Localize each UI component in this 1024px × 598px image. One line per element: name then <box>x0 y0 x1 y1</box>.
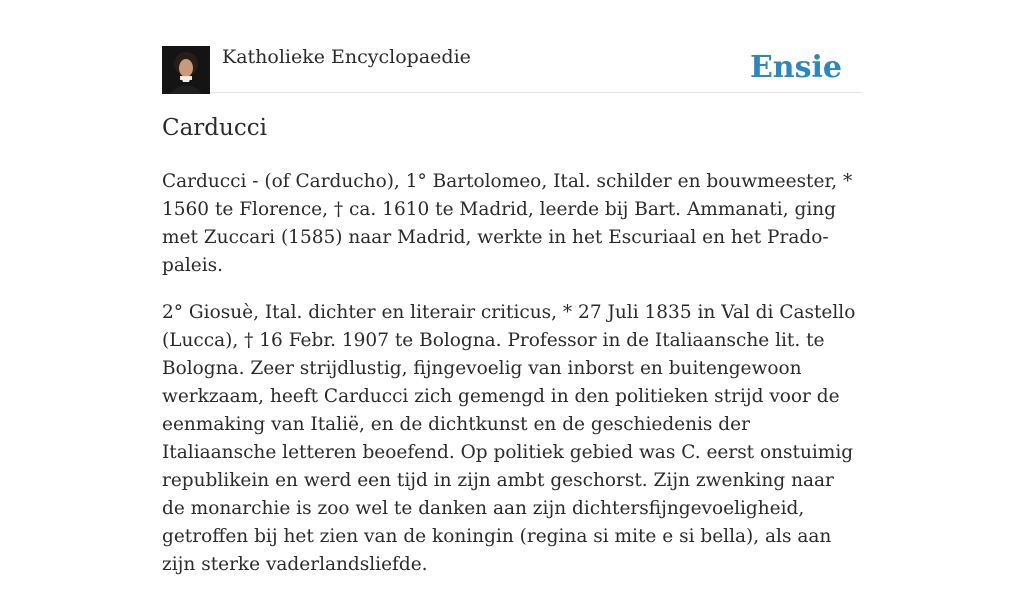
article-body <box>162 168 862 598</box>
site-name[interactable]: Katholieke Encyclopaedie <box>222 46 471 68</box>
site-header <box>162 46 862 93</box>
portrait-avatar-icon[interactable] <box>162 46 210 94</box>
article-paragraph: Carducci - (of Carducho), 1° Bartolomeo, Ital. schilder en bouwmeester, * 1560 te Florence, † ca. 1610 te Madrid, leerde bij Bart. Ammanati, ging met Zuccari (1585) naar Madrid, werkte in het Escuriaal en het Prado-paleis. <box>162 171 853 276</box>
brand-logo-link[interactable]: Ensie <box>749 50 842 85</box>
article-paragraph: 2° Giosuè, Ital. dichter en literair criticus, * 27 Juli 1835 in Val di Castello (Lucca), † 16 Febr. 1907 te Bologna. Professor in de Italiaansche lit. te Bologna. Zeer strijdlustig, fijngevoelig van inborst en buitengewoon werkzaam, heeft Carducci zich gemengd in den politieken strijd voor de eenmaking van Italië, en de dichtkunst en de geschiedenis der Italiaansche letteren beoefend. Op politiek gebied was C. eerst onstuimig republikein en werd een tijd in zijn ambt geschorst. Zijn zwenking naar de monarchie is zoo wel te danken aan zijn dichtersfijngevoeligheid, getroffen bij het zien van de koningin (regina si mite e si bella), als aan zijn sterke vaderlandsliefde. <box>162 302 856 575</box>
article-title: Carducci <box>162 115 267 141</box>
